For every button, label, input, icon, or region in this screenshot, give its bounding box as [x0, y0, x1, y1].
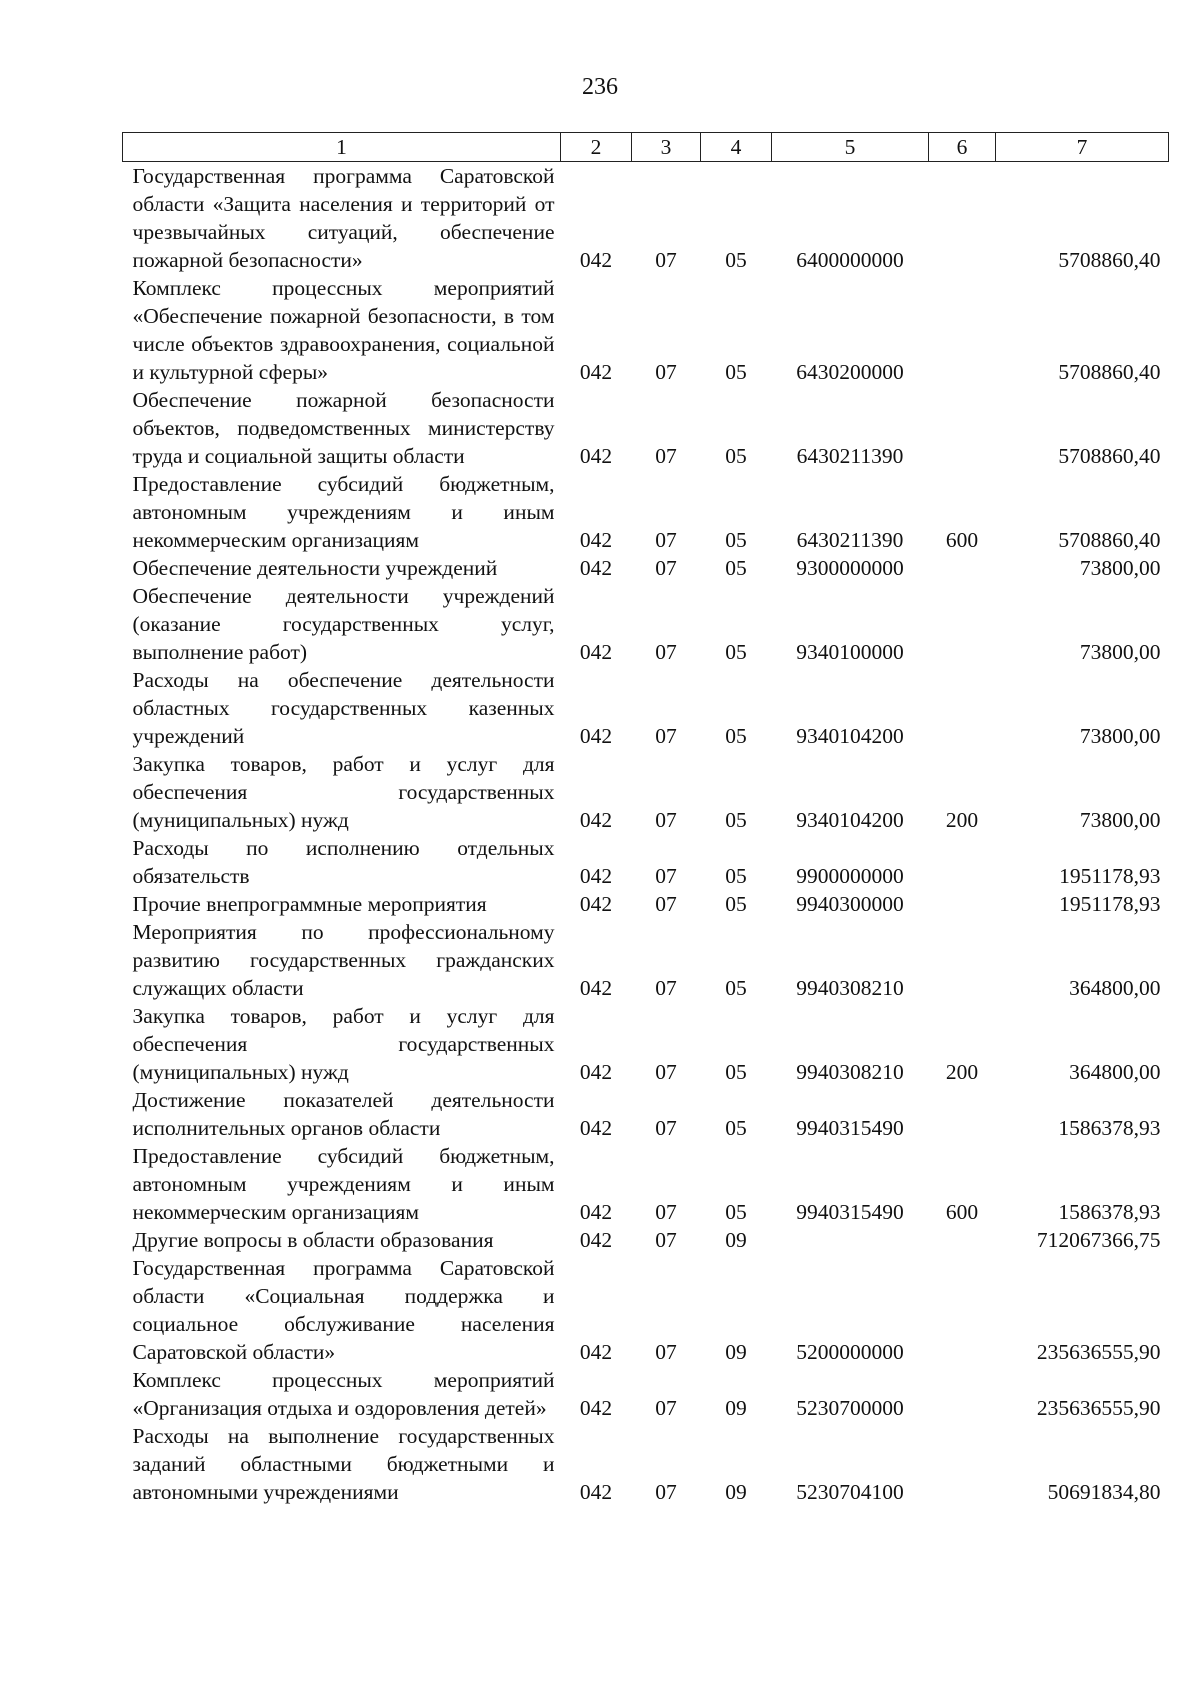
column-header: 3	[632, 133, 701, 162]
table-row	[123, 1422, 1169, 1506]
row-target-article: 6400000000	[796, 248, 904, 272]
row-expense-type: 600	[945, 1200, 979, 1224]
row-name-cell: Обеспечение пожарной безопасности объектов, подведомственных министерству труда и социальной защиты области	[132, 388, 555, 468]
row-section-code: 07	[655, 808, 677, 832]
column-header: 7	[996, 133, 1169, 162]
table-row	[123, 1254, 1169, 1366]
table-row	[123, 386, 1169, 470]
row-expense-type	[929, 918, 996, 1002]
row-subsection-code: 05	[725, 724, 747, 748]
row-section-code: 07	[655, 248, 677, 272]
row-subsection-code: 05	[725, 640, 747, 664]
budget-table	[122, 132, 1169, 1506]
row-ministry-code: 042	[579, 360, 613, 384]
table-row	[123, 162, 1169, 275]
row-section-code: 07	[655, 528, 677, 552]
row-amount: 1951178,93	[1059, 864, 1161, 888]
row-ministry-code: 042	[579, 864, 613, 888]
row-expense-type	[929, 582, 996, 666]
row-expense-type	[929, 554, 996, 582]
row-amount: 50691834,80	[1047, 1480, 1161, 1504]
row-target-article: 9940308210	[796, 1060, 904, 1084]
table-row	[123, 890, 1169, 918]
row-ministry-code: 042	[579, 1060, 613, 1084]
row-subsection-code: 05	[725, 892, 747, 916]
row-name-cell: Мероприятия по профессиональному развитию государственных гражданских служащих области	[132, 920, 555, 1000]
table-row	[123, 1366, 1169, 1422]
row-amount: 235636555,90	[1036, 1340, 1161, 1364]
row-subsection-code: 09	[725, 1396, 747, 1420]
table-row	[123, 470, 1169, 554]
column-header: 2	[561, 133, 632, 162]
row-ministry-code: 042	[579, 976, 613, 1000]
row-expense-type	[929, 1366, 996, 1422]
row-target-article	[772, 1226, 929, 1254]
row-target-article: 9940308210	[796, 976, 904, 1000]
row-target-article: 9940315490	[796, 1116, 904, 1140]
row-subsection-code: 05	[725, 1060, 747, 1084]
row-section-code: 07	[655, 976, 677, 1000]
row-target-article: 9300000000	[796, 556, 904, 580]
header-row	[123, 133, 1169, 162]
row-section-code: 07	[655, 1228, 677, 1252]
row-section-code: 07	[655, 556, 677, 580]
row-target-article: 9340104200	[796, 808, 904, 832]
row-expense-type	[929, 274, 996, 386]
page-number: 236	[582, 74, 618, 100]
row-amount: 1586378,93	[1058, 1116, 1161, 1140]
row-expense-type: 600	[945, 528, 979, 552]
row-name-cell: Другие вопросы в области образования	[132, 1228, 494, 1252]
table-row	[123, 582, 1169, 666]
table-row	[123, 666, 1169, 750]
table-row	[123, 274, 1169, 386]
row-amount: 712067366,75	[1036, 1228, 1161, 1252]
row-amount: 5708860,40	[1058, 444, 1161, 468]
row-name-cell: Предоставление субсидий бюджетным, автономным учреждениям и иным некоммерческим организациям	[132, 472, 555, 552]
row-section-code: 07	[655, 1060, 677, 1084]
row-subsection-code: 05	[725, 976, 747, 1000]
row-subsection-code: 09	[725, 1480, 747, 1504]
row-name-cell: Расходы на выполнение государственных заданий областными бюджетными и автономными учреждениями	[132, 1424, 555, 1504]
column-header: 6	[929, 133, 996, 162]
row-expense-type	[929, 1422, 996, 1506]
row-subsection-code: 09	[725, 1228, 747, 1252]
row-section-code: 07	[655, 724, 677, 748]
table-row	[123, 1086, 1169, 1142]
column-header: 1	[123, 133, 561, 162]
table-row	[123, 1142, 1169, 1226]
row-ministry-code: 042	[579, 724, 613, 748]
row-expense-type: 200	[945, 1060, 979, 1084]
row-subsection-code: 05	[725, 1116, 747, 1140]
row-target-article: 6430211390	[796, 444, 904, 468]
row-name-cell: Прочие внепрограммные мероприятия	[132, 892, 487, 916]
row-amount: 5708860,40	[1058, 248, 1161, 272]
row-amount: 73800,00	[1079, 724, 1161, 748]
row-name-cell: Комплекс процессных мероприятий «Организация отдыха и оздоровления детей»	[132, 1368, 555, 1420]
row-name-cell: Достижение показателей деятельности исполнительных органов области	[132, 1088, 555, 1140]
row-name-cell: Предоставление субсидий бюджетным, автономным учреждениям и иным некоммерческим организациям	[132, 1144, 555, 1224]
table-row	[123, 834, 1169, 890]
table-row	[123, 750, 1169, 834]
row-subsection-code: 05	[725, 248, 747, 272]
row-name-cell: Государственная программа Саратовской области «Социальная поддержка и социальное обслуживание населения Саратовской области»	[132, 1256, 555, 1364]
row-ministry-code: 042	[579, 892, 613, 916]
row-section-code: 07	[655, 640, 677, 664]
row-target-article: 9900000000	[796, 864, 904, 888]
row-ministry-code: 042	[579, 1340, 613, 1364]
row-amount: 364800,00	[1069, 1060, 1161, 1084]
row-ministry-code: 042	[579, 1200, 613, 1224]
row-amount: 73800,00	[1079, 808, 1161, 832]
row-target-article: 5230700000	[796, 1396, 904, 1420]
row-ministry-code: 042	[579, 640, 613, 664]
row-section-code: 07	[655, 1116, 677, 1140]
row-subsection-code: 05	[725, 528, 747, 552]
table-row	[123, 1226, 1169, 1254]
row-ministry-code: 042	[579, 528, 613, 552]
row-target-article: 5200000000	[796, 1340, 904, 1364]
row-name-cell: Расходы на обеспечение деятельности областных государственных казенных учреждений	[132, 668, 555, 748]
row-subsection-code: 05	[725, 808, 747, 832]
row-ministry-code: 042	[579, 1116, 613, 1140]
row-ministry-code: 042	[579, 808, 613, 832]
row-name-cell: Закупка товаров, работ и услуг для обеспечения государственных (муниципальных) нужд	[132, 1004, 555, 1084]
row-name-cell: Комплекс процессных мероприятий «Обеспечение пожарной безопасности, в том числе объектов здравоохранения, социальной и культурной сферы»	[132, 276, 555, 384]
table-row	[123, 918, 1169, 1002]
row-expense-type	[929, 386, 996, 470]
row-name-cell: Обеспечение деятельности учреждений	[132, 556, 498, 580]
row-subsection-code: 05	[725, 556, 747, 580]
row-target-article: 9940315490	[796, 1200, 904, 1224]
row-subsection-code: 05	[725, 360, 747, 384]
table-row	[123, 1002, 1169, 1086]
row-expense-type	[929, 666, 996, 750]
row-section-code: 07	[655, 1480, 677, 1504]
row-name-cell: Закупка товаров, работ и услуг для обеспечения государственных (муниципальных) нужд	[132, 752, 555, 832]
row-section-code: 07	[655, 1200, 677, 1224]
row-section-code: 07	[655, 1396, 677, 1420]
row-section-code: 07	[655, 1340, 677, 1364]
row-amount: 73800,00	[1079, 640, 1161, 664]
row-expense-type	[929, 162, 996, 275]
row-ministry-code: 042	[579, 1480, 613, 1504]
row-expense-type	[929, 1226, 996, 1254]
column-header: 5	[772, 133, 929, 162]
row-target-article: 9940300000	[796, 892, 904, 916]
row-amount: 5708860,40	[1058, 360, 1161, 384]
row-amount: 235636555,90	[1036, 1396, 1161, 1420]
column-header: 4	[701, 133, 772, 162]
row-section-code: 07	[655, 360, 677, 384]
table-row	[123, 554, 1169, 582]
row-expense-type: 200	[945, 808, 979, 832]
row-amount: 364800,00	[1069, 976, 1161, 1000]
row-name-cell: Расходы по исполнению отдельных обязательств	[132, 836, 555, 888]
row-expense-type	[929, 1254, 996, 1366]
table-header	[123, 133, 1169, 162]
row-section-code: 07	[655, 892, 677, 916]
row-amount: 1586378,93	[1058, 1200, 1161, 1224]
row-amount: 1951178,93	[1059, 892, 1161, 916]
row-subsection-code: 05	[725, 864, 747, 888]
row-target-article: 5230704100	[796, 1480, 904, 1504]
row-amount: 73800,00	[1079, 556, 1161, 580]
row-name-cell: Обеспечение деятельности учреждений (оказание государственных услуг, выполнение работ)	[132, 584, 555, 664]
row-subsection-code: 05	[725, 1200, 747, 1224]
row-name-cell: Государственная программа Саратовской области «Защита населения и территорий от чрезвычайных ситуаций, обеспечение пожарной безопасности»	[132, 164, 555, 272]
row-ministry-code: 042	[579, 1396, 613, 1420]
row-amount: 5708860,40	[1058, 528, 1161, 552]
table-body	[123, 162, 1169, 1507]
row-section-code: 07	[655, 864, 677, 888]
row-expense-type	[929, 890, 996, 918]
row-target-article: 6430200000	[796, 360, 904, 384]
row-target-article: 9340100000	[796, 640, 904, 664]
row-subsection-code: 09	[725, 1340, 747, 1364]
row-expense-type	[929, 834, 996, 890]
row-ministry-code: 042	[579, 248, 613, 272]
row-subsection-code: 05	[725, 444, 747, 468]
row-ministry-code: 042	[579, 444, 613, 468]
row-ministry-code: 042	[579, 556, 613, 580]
row-ministry-code: 042	[579, 1228, 613, 1252]
row-target-article: 9340104200	[796, 724, 904, 748]
row-target-article: 6430211390	[796, 528, 904, 552]
row-section-code: 07	[655, 444, 677, 468]
row-expense-type	[929, 1086, 996, 1142]
